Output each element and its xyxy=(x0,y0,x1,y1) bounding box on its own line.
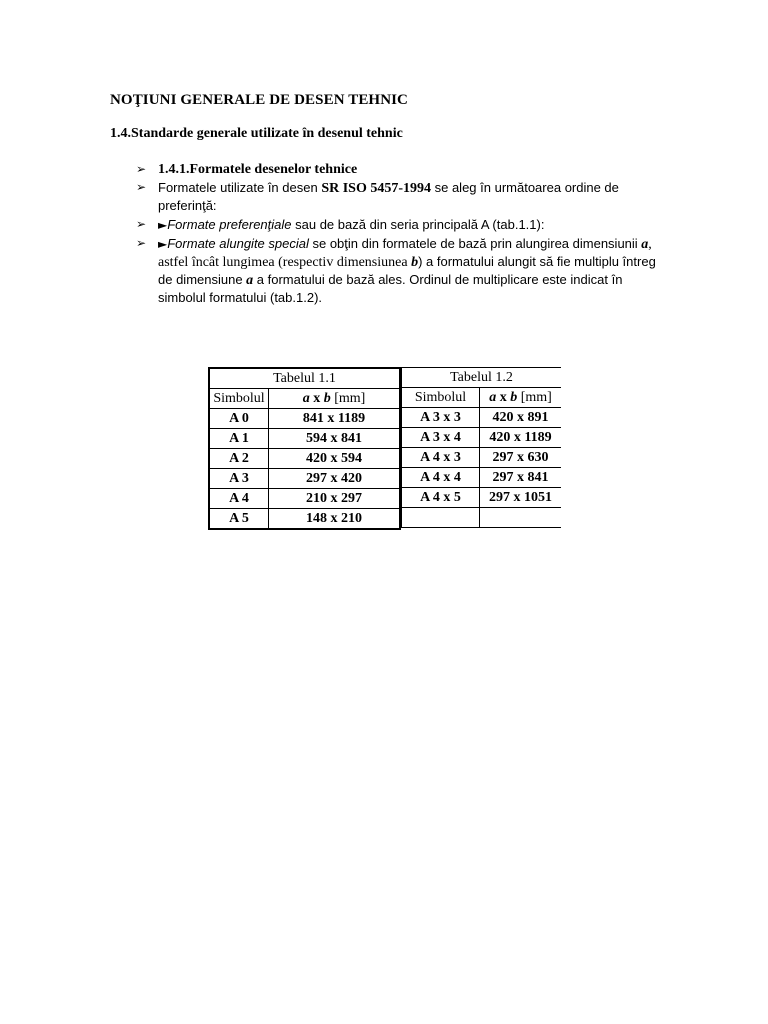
table-row xyxy=(209,509,400,530)
format-dimensions: 594 x 841 xyxy=(269,429,401,449)
bullet-text: Formatele utilizate în desen xyxy=(158,180,322,195)
dimension-symbol-a: a xyxy=(246,273,254,288)
format-symbol: A 3 xyxy=(209,469,269,489)
section-heading: 1.4.Standarde generale utilizate în desenul tehnic xyxy=(110,126,403,141)
format-dimensions: 148 x 210 xyxy=(269,509,401,530)
bullet-item-elongated-formats xyxy=(136,235,656,307)
column-header-symbol: Simbolul xyxy=(402,388,480,408)
table-row xyxy=(209,489,400,509)
arrow-bullet-icon: ➢ xyxy=(136,180,147,194)
format-dimensions: 297 x 420 xyxy=(269,469,401,489)
bullet-text: sau de bază din seria principală A (tab.1.1): xyxy=(291,217,545,232)
table-row xyxy=(209,409,400,429)
column-header-dimensions: a x b [mm] xyxy=(480,388,562,408)
bullet-item-preferred-formats xyxy=(136,216,656,234)
triangle-marker-icon: ► xyxy=(158,237,168,251)
format-symbol: A 3 x 4 xyxy=(402,428,480,448)
bullet-text: ) a formatului alungit să fie multiplu întreg de dimensiune xyxy=(158,254,656,287)
arrow-bullet-icon: ➢ xyxy=(136,217,147,231)
format-dimensions: 210 x 297 xyxy=(269,489,401,509)
format-symbol: A 3 x 3 xyxy=(402,408,480,428)
format-symbol: A 4 x 4 xyxy=(402,468,480,488)
table-row xyxy=(402,428,562,448)
empty-cell xyxy=(480,508,562,528)
bullet-item-formats-title xyxy=(136,161,656,178)
format-dimensions: 297 x 630 xyxy=(480,448,562,468)
format-symbol: A 0 xyxy=(209,409,269,429)
bullet-italic-term: Formate preferenţiale xyxy=(167,217,292,232)
table-row xyxy=(209,429,400,449)
table-row xyxy=(402,468,562,488)
bullet-text: se obţin din formatele de bază prin alungirea dimensiunii xyxy=(308,236,642,251)
bullet-list xyxy=(136,161,656,308)
format-symbol: A 5 xyxy=(209,509,269,530)
table-row xyxy=(402,408,562,428)
table-row-empty xyxy=(402,508,562,528)
format-dimensions: 297 x 841 xyxy=(480,468,562,488)
arrow-bullet-icon: ➢ xyxy=(136,162,147,176)
format-dimensions: 420 x 1189 xyxy=(480,428,562,448)
column-header-dimensions: a x b [mm] xyxy=(269,389,401,409)
bullet-text: 1.4.1.Formatele desenelor tehnice xyxy=(158,162,358,177)
table-row xyxy=(402,448,562,468)
arrow-bullet-icon: ➢ xyxy=(136,236,147,250)
table-row xyxy=(209,449,400,469)
bullet-italic-term: Formate alungite special xyxy=(167,236,309,251)
column-header-symbol: Simbolul xyxy=(209,389,269,409)
table-1-1 xyxy=(208,367,401,530)
format-symbol: A 2 xyxy=(209,449,269,469)
format-dimensions: 841 x 1189 xyxy=(269,409,401,429)
bullet-text: a formatului de bază ales. Ordinul de multiplicare este indicat în simbolul formatului (tab.1.2). xyxy=(158,272,623,305)
format-dimensions: 420 x 594 xyxy=(269,449,401,469)
empty-cell xyxy=(402,508,480,528)
format-symbol: A 4 x 3 xyxy=(402,448,480,468)
document-heading: NOŢIUNI GENERALE DE DESEN TEHNIC xyxy=(110,92,408,108)
bullet-text: se aleg în următoarea ordine de preferinţă: xyxy=(158,180,619,213)
standard-code: SR ISO 5457-1994 xyxy=(321,181,431,196)
dimension-symbol-b: b xyxy=(411,255,419,270)
format-dimensions: 420 x 891 xyxy=(480,408,562,428)
table-caption: Tabelul 1.1 xyxy=(209,368,400,389)
dimension-symbol-a: a xyxy=(641,237,649,252)
bullet-text: , astfel încât lungimea (respectiv dimensiunea xyxy=(158,237,652,270)
format-symbol: A 4 xyxy=(209,489,269,509)
bullet-item-standard xyxy=(136,179,656,215)
table-1-2 xyxy=(401,367,561,528)
table-caption: Tabelul 1.2 xyxy=(402,368,562,388)
table-row xyxy=(209,469,400,489)
format-symbol: A 1 xyxy=(209,429,269,449)
triangle-marker-icon: ► xyxy=(158,218,168,232)
table-row xyxy=(402,488,562,508)
format-dimensions: 297 x 1051 xyxy=(480,488,562,508)
format-symbol: A 4 x 5 xyxy=(402,488,480,508)
